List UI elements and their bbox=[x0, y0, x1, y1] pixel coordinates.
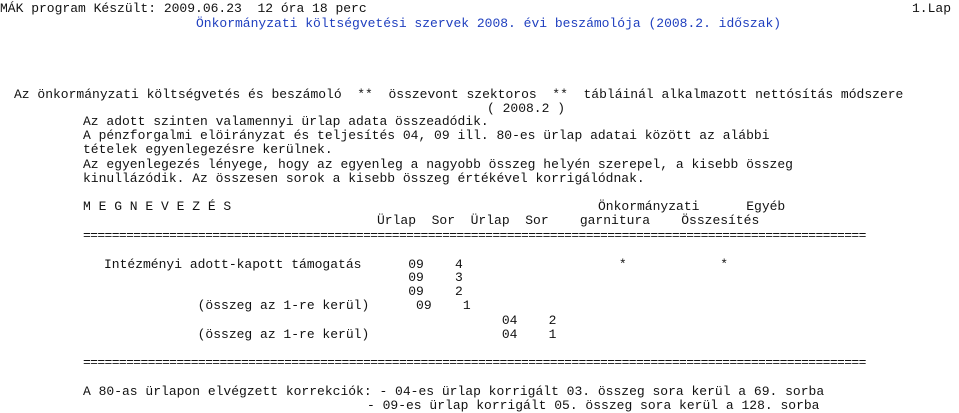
table-row: (összeg az 1-re kerül) 04 1 bbox=[104, 327, 557, 342]
intro-line-7: kinullázódik. Az összesen sorok a kisebb összeg értékével korrigálódnak. bbox=[83, 171, 645, 186]
footer-line-2: - 09-es ürlap korrigált 05. összeg sora kerül a 128. sorba bbox=[367, 398, 820, 413]
separator-top: ============================================================================================================= bbox=[83, 228, 866, 243]
footer-line-1: A 80-as ürlapon elvégzett korrekciók: - 04-es ürlap korrigált 03. összeg sora kerül a 69. sorba bbox=[83, 384, 825, 399]
intro-line-6: Az egyenlegezés lényege, hogy az egyenleg a nagyobb összeg helyén szerepel, a kisebb összeg bbox=[83, 157, 793, 172]
page-number: 1.Lap bbox=[912, 1, 952, 16]
table-header-groups: Önkormányzati Egyéb bbox=[598, 199, 786, 214]
table-row: (összeg az 1-re kerül) 09 1 bbox=[104, 298, 471, 313]
intro-line-3: Az adott szinten valamennyi ürlap adata összeadódik. bbox=[83, 114, 489, 129]
report-header-left: MÁK program Készült: 2009.06.23 12 óra 18 perc bbox=[0, 1, 367, 16]
table-row: 04 2 bbox=[104, 313, 557, 328]
intro-line-5: tételek egyenlegezésre kerülnek. bbox=[83, 142, 333, 157]
report-subtitle: Önkormányzati költségvetési szervek 2008. évi beszámolója (2008.2. időszak) bbox=[196, 16, 782, 31]
table-row: 09 3 bbox=[104, 270, 463, 285]
table-row: Intézményi adott-kapott támogatás 09 4 * * bbox=[104, 257, 729, 272]
table-header-title: M E G N E V E Z É S bbox=[83, 199, 232, 214]
intro-line-1: Az önkormányzati költségvetés és beszámoló ** összevont szektoros ** tábláinál alkalmazott nettósítás módszere bbox=[14, 87, 904, 102]
table-row: 09 2 bbox=[104, 284, 463, 299]
intro-line-4: A pénzforgalmi elöirányzat és teljesítés 04, 09 ill. 80-es ürlap adatai között az alábbi bbox=[83, 128, 770, 143]
separator-bottom: ============================================================================================================= bbox=[83, 355, 866, 370]
intro-line-2: ( 2008.2 ) bbox=[487, 101, 566, 116]
table-header-columns: Ürlap Sor Ürlap Sor garnitura Összesítés bbox=[377, 213, 760, 228]
